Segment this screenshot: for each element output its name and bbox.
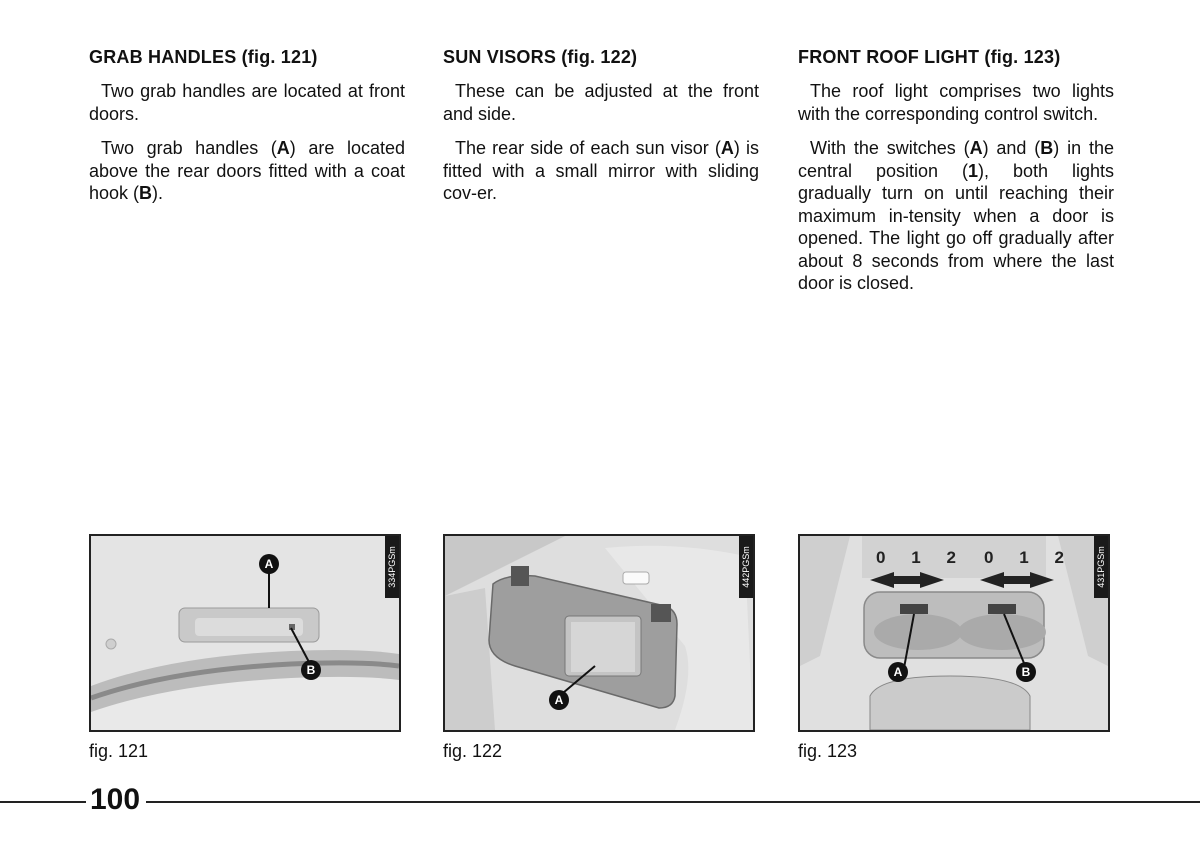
figure-code: 334PGSm bbox=[385, 536, 399, 598]
footer-rule-left bbox=[0, 801, 86, 803]
callout-a-marker: A bbox=[259, 554, 279, 574]
page-number: 100 bbox=[90, 783, 141, 816]
callout-a-marker: A bbox=[888, 662, 908, 682]
figure-caption: fig. 122 bbox=[443, 741, 503, 761]
callout-a-marker: A bbox=[549, 690, 569, 710]
switch-scale-left: 0 1 2 bbox=[876, 548, 956, 567]
figure-123-roof-light bbox=[798, 534, 1110, 732]
paragraph: These can be adjusted at the front and side. bbox=[443, 81, 759, 124]
figure-code: 431PGSm bbox=[1094, 536, 1108, 598]
paragraph: The roof light comprises two lights with the corresponding control switch. bbox=[798, 81, 1114, 124]
section-title: SUN VISORS (fig. 122) bbox=[443, 47, 638, 67]
sun-visor-illustration bbox=[445, 536, 753, 730]
paragraph: With the switches (A) and (B) in the central position (1), both lights gradually turn on until reaching their maximum in-tensity when a door is opened. The light go off gradually after about 8 seconds from where the last door is closed. bbox=[798, 138, 1115, 293]
section-title: FRONT ROOF LIGHT (fig. 123) bbox=[798, 47, 1061, 67]
grab-handle-illustration bbox=[91, 536, 399, 730]
figure-caption: fig. 121 bbox=[89, 741, 149, 761]
switch-scale-right: 0 1 2 bbox=[984, 548, 1064, 567]
column-sun-visors bbox=[443, 44, 759, 217]
column-grab-handles bbox=[89, 44, 405, 217]
paragraph: Two grab handles (A) are located above the rear doors fitted with a coat hook (B). bbox=[89, 138, 405, 203]
figure-caption: fig. 123 bbox=[798, 741, 858, 761]
paragraph: Two grab handles are located at front doors. bbox=[89, 81, 405, 124]
section-title: GRAB HANDLES (fig. 121) bbox=[89, 47, 318, 67]
figure-code: 442PGSm bbox=[739, 536, 753, 598]
paragraph: The rear side of each sun visor (A) is fitted with a small mirror with sliding cov-er. bbox=[443, 138, 759, 203]
callout-b-marker: B bbox=[301, 660, 321, 680]
footer-rule-right bbox=[146, 801, 1200, 803]
column-front-roof-light bbox=[798, 44, 1114, 307]
callout-b-marker: B bbox=[1016, 662, 1036, 682]
figure-122-sun-visor bbox=[443, 534, 755, 732]
figure-121-grab-handle bbox=[89, 534, 401, 732]
